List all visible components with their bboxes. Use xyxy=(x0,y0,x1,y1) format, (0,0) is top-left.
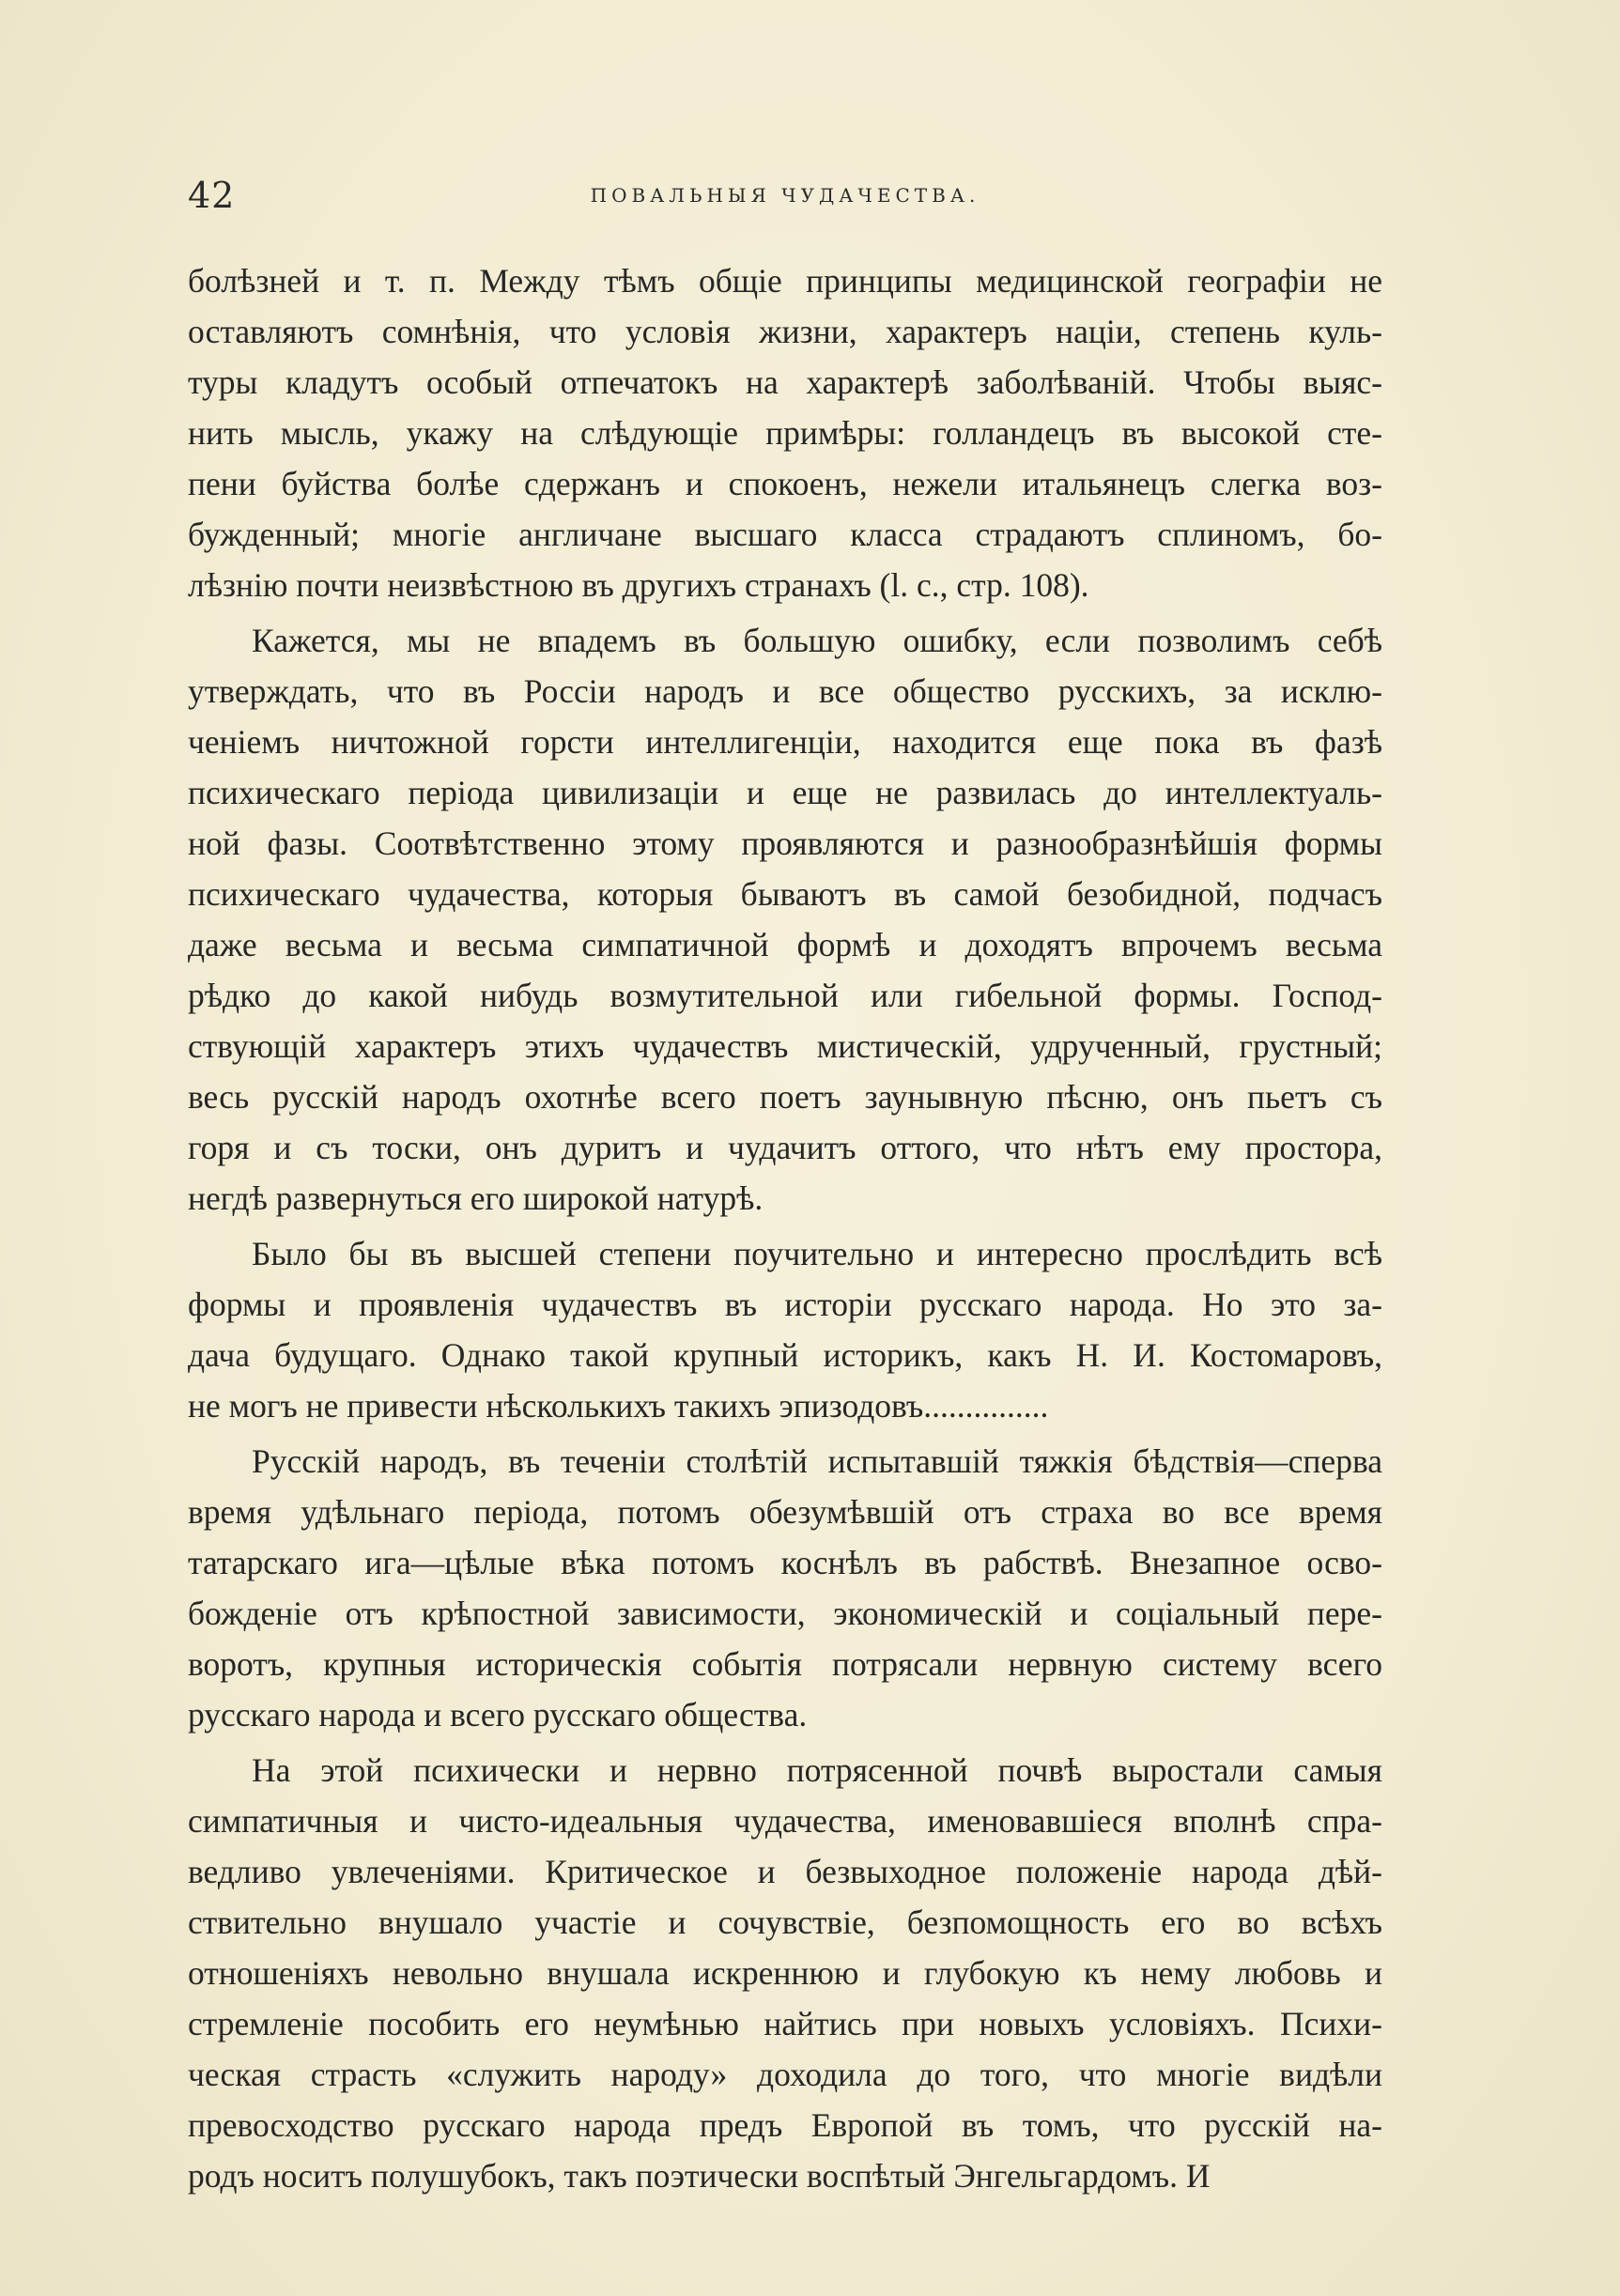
text-line: стремленіе пособить его неумѣнью найтись при новыхъ условіяхъ. Психи- xyxy=(188,2005,1382,2042)
text-line: время удѣльнаго періода, потомъ обезумѣвшій отъ страха во все время xyxy=(188,1493,1382,1531)
text-line: ведливо увлеченіями. Критическое и безвыходное положеніе народа дѣй- xyxy=(188,1853,1382,1890)
text-line: ствительно внушало участіе и сочувствіе, безпомощность его во всѣхъ xyxy=(188,1903,1382,1941)
text-line: ченіемъ ничтожной горсти интеллигенціи, находится еще пока въ фазѣ xyxy=(188,723,1382,761)
body-text xyxy=(188,255,1382,2206)
text-line: весь русскій народъ охотнѣе всего поетъ заунывную пѣсню, онъ пьетъ съ xyxy=(188,1078,1382,1116)
text-line: На этой психически и нервно потрясенной почвѣ выростали самыя xyxy=(252,1751,1382,1789)
text-line: татарскаго ига—цѣлые вѣка потомъ коснѣлъ въ рабствѣ. Внезапное осво- xyxy=(188,1544,1382,1581)
text-line: рѣдко до какой нибудь возмутительной или гибельной формы. Господ- xyxy=(188,977,1382,1014)
text-line: болѣзней и т. п. Между тѣмъ общіе принципы медицинской географіи не xyxy=(188,262,1382,300)
text-line: воротъ, крупныя историческія событія потрясали нервную систему всего xyxy=(188,1645,1382,1683)
text-line: родъ носитъ полушубокъ, такъ поэтически воспѣтый Энгельгардомъ. И xyxy=(188,2157,1211,2195)
text-line: утверждать, что въ Россіи народъ и все общество русскихъ, за исклю- xyxy=(188,672,1382,710)
paragraph xyxy=(188,1436,1382,1740)
text-line: психическаго періода цивилизаціи и еще не развилась до интеллектуаль- xyxy=(188,774,1382,811)
text-line: божденіе отъ крѣпостной зависимости, экономическій и соціальный пере- xyxy=(188,1595,1382,1632)
text-line: формы и проявленія чудачествъ въ исторіи русскаго народа. Но это за- xyxy=(188,1286,1382,1323)
text-line: психическаго чудачества, которыя бываютъ въ самой безобидной, подчасъ xyxy=(188,875,1382,913)
running-title: ПОВАЛЬНЫЯ ЧУДАЧЕСТВА. xyxy=(590,184,980,207)
text-line: Было бы въ высшей степени поучительно и интересно прослѣдить всѣ xyxy=(252,1235,1382,1272)
paragraph xyxy=(188,255,1382,610)
text-line: симпатичныя и чисто-идеальныя чудачества, именовавшіеся вполнѣ спра- xyxy=(188,1802,1382,1840)
page-number: 42 xyxy=(188,175,236,216)
text-line: не могъ не привести нѣсколькихъ такихъ эпизодовъ............... xyxy=(188,1387,1049,1425)
text-line: ной фазы. Соотвѣтственно этому проявляются и разнообразнѣйшія формы xyxy=(188,824,1382,862)
text-line: пени буйства болѣе сдержанъ и спокоенъ, нежели итальянецъ слегка воз- xyxy=(188,465,1382,502)
paragraph xyxy=(188,615,1382,1224)
text-line: оставляютъ сомнѣнія, что условія жизни, характеръ націи, степень куль- xyxy=(188,313,1382,350)
text-line: бужденный; многіе англичане высшаго класса страдаютъ сплиномъ, бо- xyxy=(188,516,1382,553)
text-line: дача будущаго. Однако такой крупный историкъ, какъ Н. И. Костомаровъ, xyxy=(188,1336,1382,1374)
text-line: отношеніяхъ невольно внушала искреннюю и глубокую къ нему любовь и xyxy=(188,1954,1382,1992)
text-line: русскаго народа и всего русскаго общества. xyxy=(188,1696,808,1734)
text-line: горя и съ тоски, онъ дуритъ и чудачитъ оттого, что нѣтъ ему простора, xyxy=(188,1129,1382,1166)
text-line: Русскій народъ, въ теченіи столѣтій испытавшій тяжкія бѣдствія—сперва xyxy=(252,1442,1382,1480)
text-line: лѣзнію почти неизвѣстною въ другихъ странахъ (l. c., стр. 108). xyxy=(188,566,1089,604)
text-line: ческая страсть «служить народу» доходила до того, что многіе видѣли xyxy=(188,2056,1382,2093)
text-line: туры кладутъ особый отпечатокъ на характерѣ заболѣваній. Чтобы выяс- xyxy=(188,363,1382,401)
paragraph xyxy=(188,1228,1382,1431)
text-line: нить мысль, укажу на слѣдующіе примѣры: голландецъ въ высокой сте- xyxy=(188,414,1382,452)
text-line: Кажется, мы не впадемъ въ большую ошибку, если позволимъ себѣ xyxy=(252,622,1382,659)
page-header xyxy=(188,175,1382,231)
text-line: негдѣ развернуться его широкой натурѣ. xyxy=(188,1179,764,1217)
text-line: ствующій характеръ этихъ чудачествъ мистическій, удрученный, грустный; xyxy=(188,1027,1382,1065)
text-line: превосходство русскаго народа предъ Европой въ томъ, что русскій на- xyxy=(188,2106,1382,2144)
paragraph xyxy=(188,1745,1382,2201)
text-line: даже весьма и весьма симпатичной формѣ и доходятъ впрочемъ весьма xyxy=(188,926,1382,963)
